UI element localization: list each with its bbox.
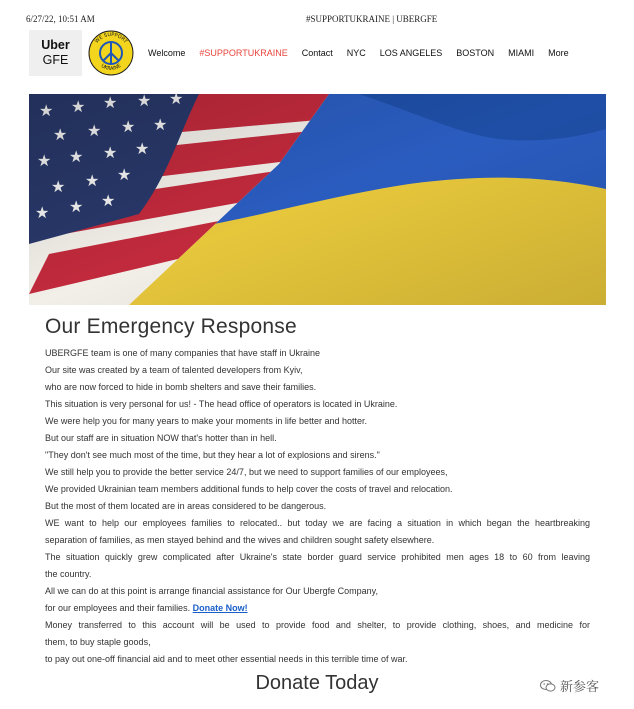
nav-supportukraine[interactable]: #SUPPORTUKRAINE: [199, 48, 288, 58]
body-line: UBERGFE team is one of many companies that have staff in Ukraine: [45, 348, 320, 358]
body-line-text: for our employees and their families.: [45, 603, 191, 613]
body-line: to pay out one-off financial aid and to meet other essential needs in this terrible time of war.: [45, 654, 408, 664]
body-line: "They don't see much most of the time, but they hear a lot of explosions and sirens.": [45, 450, 380, 460]
watermark: [540, 676, 599, 695]
body-line: them, to buy staple goods,: [45, 637, 151, 647]
body-line: Our site was created by a team of talented developers from Kyiv,: [45, 365, 303, 375]
print-date: 6/27/22, 10:51 AM: [26, 14, 95, 24]
nav-contact[interactable]: Contact: [301, 48, 333, 58]
nav-los-angeles[interactable]: LOS ANGELES: [379, 48, 443, 58]
body-line: Money transferred to this account will be used to provide food and shelter, to provide clothing, shoes, and medicine for: [45, 620, 590, 630]
svg-text:UKRAINE: UKRAINE: [99, 62, 123, 73]
watermark-text: 新参客: [560, 679, 600, 694]
body-line: But our staff are in situation NOW that's hotter than in hell.: [45, 433, 277, 443]
body-line: But the most of them located are in areas considered to be dangerous.: [45, 501, 327, 511]
body-line: separation of families, as men stayed behind and the wives and children sought safety elsewhere.: [45, 535, 435, 545]
body-line: The situation quickly grew complicated after Ukraine's state border guard service prohibited men ages 18 to 60 from leaving: [45, 552, 590, 562]
nav-boston[interactable]: BOSTON: [456, 48, 495, 58]
body-line: who are now forced to hide in bomb shelters and save their families.: [45, 382, 317, 392]
main-nav: [148, 48, 583, 58]
body-line: We provided Ukrainian team members additional funds to help cover the costs of travel and relocation.: [45, 484, 453, 494]
wechat-icon: [540, 679, 556, 693]
nav-welcome[interactable]: Welcome: [148, 48, 186, 58]
section-body: [45, 345, 590, 668]
body-line: WE want to help our employees families to relocated.. but today we are facing a situation in which began the heartbreaking: [45, 518, 590, 528]
logo-line-1: Uber: [41, 38, 70, 52]
body-line: All we can do at this point is arrange financial assistance for Our Ubergfe Company,: [45, 586, 378, 596]
donate-now-link[interactable]: Donate Now!: [192, 603, 248, 613]
body-line: the country.: [45, 569, 92, 579]
peace-sign-icon: [88, 30, 134, 76]
print-page-title: #SUPPORTUKRAINE | UBERGFE: [306, 14, 438, 24]
body-line: This situation is very personal for us! - The head office of operators is located in Ukraine.: [45, 399, 398, 409]
nav-miami[interactable]: MIAMI: [508, 48, 535, 58]
body-line: We were help you for many years to make your moments in life better and hotter.: [45, 416, 367, 426]
svg-text:WE SUPPORT: WE SUPPORT: [93, 31, 129, 45]
nav-more[interactable]: More: [548, 48, 569, 58]
body-line-donate: [45, 600, 590, 617]
donate-today-heading: Donate Today: [255, 672, 379, 694]
hero-flags-image: [29, 94, 606, 305]
body-line: We still help you to provide the better service 24/7, but we need to support families of our employees,: [45, 467, 448, 477]
nav-nyc[interactable]: NYC: [346, 48, 366, 58]
logo-line-2: GFE: [42, 53, 69, 67]
site-logo[interactable]: [29, 30, 82, 76]
section-heading: Our Emergency Response: [45, 315, 297, 338]
